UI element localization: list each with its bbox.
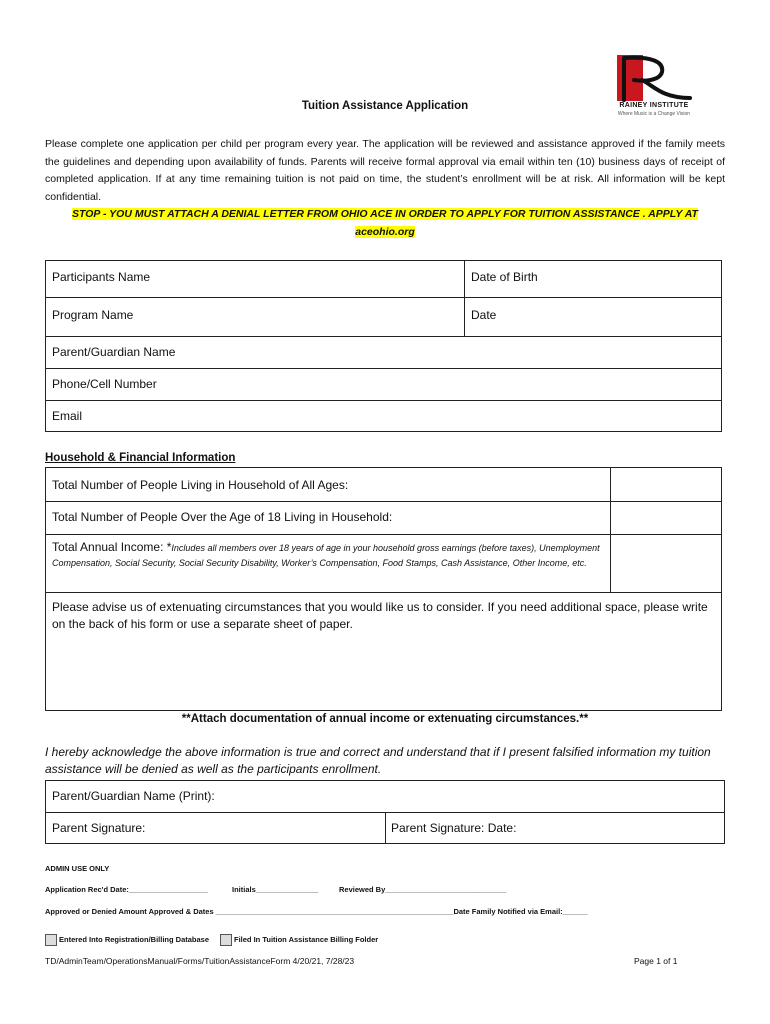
acknowledgement-text: I hereby acknowledge the above information is true and correct and understand that if I present falsified information my tuition assistance will be denied as well as the participants enrollment. (45, 745, 711, 776)
admin-heading: ADMIN USE ONLY (45, 864, 110, 873)
annual-income-field[interactable] (52, 540, 604, 570)
divider (45, 400, 722, 401)
participants-name-field[interactable]: Participants Name (52, 270, 151, 284)
divider (464, 260, 465, 336)
stop-notice-link[interactable]: aceohio.org (355, 225, 415, 238)
total-people-field[interactable]: Total Number of People Living in Household of All Ages: (52, 478, 349, 492)
household-table (45, 467, 722, 711)
program-name-field[interactable]: Program Name (52, 308, 134, 322)
divider (610, 467, 611, 592)
email-field[interactable]: Email (52, 409, 83, 423)
checkbox[interactable] (220, 934, 232, 946)
date-of-birth-field[interactable]: Date of Birth (471, 270, 538, 284)
entered-database-label: Entered Into Registration/Billing Database (59, 934, 210, 944)
attach-documentation-note: **Attach documentation of annual income or extenuating circumstances.** (181, 713, 589, 725)
entered-database-option[interactable] (45, 934, 209, 946)
approved-denied-line[interactable]: Approved or Denied Amount Approved & Dates _________________________________________________________Date Family Notified via Email:______ (45, 907, 588, 916)
extenuating-circumstances-field[interactable]: Please advise us of extenuating circumstances that you would like us to consider. If you need additional space, please write on the back of his form or use a separate sheet of paper. (52, 600, 708, 631)
initials-field[interactable]: Initials_______________ (232, 885, 319, 894)
application-received-date[interactable]: Application Rec'd Date:___________________ (45, 885, 209, 894)
filed-billing-folder-option[interactable] (220, 934, 378, 946)
divider (45, 592, 722, 593)
footer-page-number: Page 1 of 1 (634, 956, 678, 966)
divider (45, 534, 722, 535)
reviewed-by-field[interactable]: Reviewed By_____________________________ (339, 885, 507, 894)
people-over-18-field[interactable]: Total Number of People Over the Age of 18 Living in Household: (52, 510, 393, 524)
divider (45, 336, 722, 337)
household-section-title: Household & Financial Information (45, 452, 236, 464)
footer-document-path: TD/AdminTeam/OperationsManual/Forms/TuitionAssistanceForm 4/20/21, 7/28/23 (45, 956, 355, 966)
parent-signature-field[interactable]: Parent Signature: (52, 821, 146, 835)
date-field[interactable]: Date (471, 308, 497, 322)
stop-notice-line1: STOP - YOU MUST ATTACH A DENIAL LETTER FROM OHIO ACE IN ORDER TO APPLY FOR TUITION ASSISTANCE . APPLY AT (72, 208, 698, 220)
parent-name-print-field[interactable]: Parent/Guardian Name (Print): (52, 789, 215, 803)
phone-cell-field[interactable]: Phone/Cell Number (52, 377, 157, 391)
stop-notice (45, 206, 725, 241)
filed-billing-folder-label: Filed In Tuition Assistance Billing Folder (234, 934, 379, 944)
divider (45, 501, 722, 502)
checkbox[interactable] (45, 934, 57, 946)
annual-income-note: Includes all members over 18 years of age in your household gross earnings (before taxes), Unemployment Compensation, Social Security, Social Security Disability, Worker’s Compensation, Food Stamps, Cash Assistance, Other Income, etc. (52, 543, 600, 568)
divider (45, 297, 722, 298)
parent-signature-date-field[interactable]: Parent Signature: Date: (391, 821, 517, 835)
logo-tagline: Where Music is a Change Vision (617, 111, 691, 117)
divider (45, 368, 722, 369)
intro-paragraph: Please complete one application per child per program every year. The application will be reviewed and assistance approved if the family meets the guidelines and depending upon availability of funds. Parents will receive formal approval via email within ten (10) business days of receipt of completed application. If at any time remaining tuition is not paid on time, the student’s enrollment will be at risk. All information will be kept confidential. (45, 138, 725, 203)
annual-income-label: Total Annual Income: * (52, 540, 172, 554)
logo-r-icon (612, 52, 696, 104)
parent-guardian-name-field[interactable]: Parent/Guardian Name (52, 345, 176, 359)
divider (385, 812, 386, 844)
page-title: Tuition Assistance Application (301, 100, 469, 112)
logo-name: RAINEY INSTITUTE (619, 102, 689, 109)
